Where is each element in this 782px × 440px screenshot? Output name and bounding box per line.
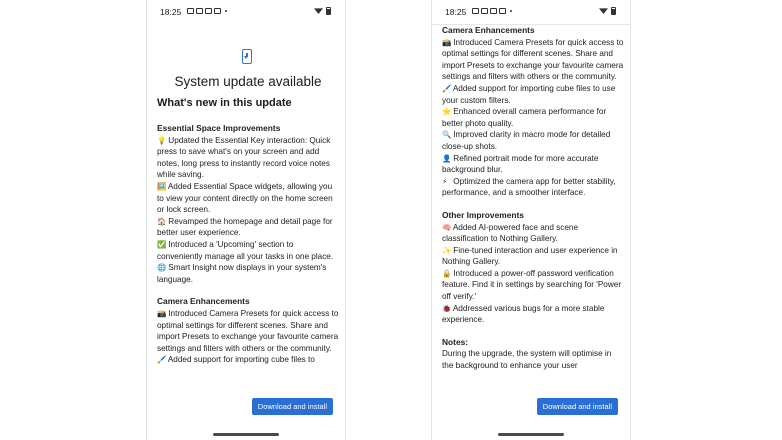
list-item: 🐞 Addressed various bugs for a more stable experience. xyxy=(442,303,605,325)
list-item: ✨ Fine-tuned interaction and user experience in Nothing Gallery. xyxy=(442,245,618,267)
bottom-action-bar xyxy=(147,392,345,440)
more-notifications-dot-icon xyxy=(510,10,512,12)
notes-heading: Notes: xyxy=(442,336,469,347)
notification-icons xyxy=(187,6,227,14)
phone-screen-1 xyxy=(147,0,345,440)
gesture-nav-handle[interactable] xyxy=(213,433,279,436)
more-notifications-dot-icon xyxy=(225,10,227,12)
list-item: 🖌️ Added support for importing cube files to use your custom filters. xyxy=(442,83,616,105)
camera-icon: 📸 xyxy=(442,37,452,47)
update-notes-scroll[interactable] xyxy=(157,24,339,392)
list-item: ⭐ Enhanced overall camera performance for better photo quality. xyxy=(442,107,607,128)
sparkles-icon: ✨ xyxy=(442,245,452,255)
camera-icon: 📸 xyxy=(157,308,167,318)
section-heading: Other Improvements xyxy=(442,209,524,220)
globe-icon: 🌐 xyxy=(157,263,167,273)
notification-icon xyxy=(214,8,221,14)
system-icons xyxy=(599,7,616,15)
download-and-install-button[interactable]: Download and install xyxy=(537,398,618,415)
battery-icon xyxy=(326,7,331,15)
paintbrush-icon: 🖌️ xyxy=(157,355,167,365)
list-item: ✅ Introduced a 'Upcoming' section to conveniently manage all your tasks in one place. xyxy=(157,239,334,261)
status-bar xyxy=(147,0,345,24)
notification-icons xyxy=(472,6,512,14)
list-item: 🔍 Improved clarity in macro mode for detailed close-up shots. xyxy=(442,130,611,151)
lock-icon: 🔒 xyxy=(442,268,452,278)
bottom-action-bar xyxy=(432,392,630,440)
wifi-icon xyxy=(599,7,608,14)
battery-icon xyxy=(611,7,616,15)
brain-icon: 🧠 xyxy=(442,222,452,232)
phone-border-right xyxy=(345,0,346,440)
house-icon: 🏠 xyxy=(157,216,167,226)
notification-icon xyxy=(499,8,506,14)
bug-icon: 🐞 xyxy=(442,303,452,313)
notification-icon xyxy=(205,8,212,14)
list-item: 💡 Updated the Essential Key interaction: Quick press to save what's on your screen and add notes, long press to instantly record voice notes while saving. xyxy=(157,135,331,180)
notification-icon xyxy=(481,8,488,14)
system-icons xyxy=(314,7,331,15)
list-item: 🧠 Added AI-powered face and scene classification to Nothing Gallery. xyxy=(442,222,579,244)
check-icon: ✅ xyxy=(157,239,167,249)
list-item: 🌐 Smart Insight now displays in your system's language. xyxy=(157,263,327,284)
list-item: 🖼️ Added Essential Space widgets, allowing you to view your content directly on the home screen or lock screen. xyxy=(157,181,333,215)
list-item: 🏠 Revamped the homepage and detail page for better user experience. xyxy=(157,216,333,238)
section-subtitle: What's new in this update xyxy=(157,97,292,109)
person-icon: 👤 xyxy=(442,153,452,163)
notification-icon xyxy=(196,8,203,14)
notification-icon xyxy=(187,8,194,14)
section-heading: Camera Enhancements xyxy=(442,25,535,35)
wifi-icon xyxy=(314,7,323,14)
list-item: 📸 Introduced Camera Presets for quick access to optimal settings for different scenes. Share and import Presets to exchange your favourite camera settings and filters with others or the community. xyxy=(157,308,339,353)
section-heading: Essential Space Improvements xyxy=(157,123,281,133)
lightbulb-icon: 💡 xyxy=(157,135,167,145)
notification-icon xyxy=(490,8,497,14)
list-item: 🖌️ Added support for importing cube files to xyxy=(157,355,315,365)
paintbrush-icon: 🖌️ xyxy=(442,83,452,93)
phone-border-right xyxy=(630,0,631,440)
star-icon: ⭐ xyxy=(442,107,452,117)
phone-screen-2 xyxy=(432,0,630,440)
section-heading: Camera Enhancements xyxy=(157,296,250,307)
list-item: 🔒 Introduced a power-off password verification feature. Find it in settings by searching for 'Power off verify.' xyxy=(442,268,622,302)
update-notes-scroll[interactable] xyxy=(442,25,624,392)
status-bar xyxy=(432,0,630,24)
notification-icon xyxy=(472,8,479,14)
notes-text: During the upgrade, the system will optimise in the background to enhance your user xyxy=(442,349,612,371)
page-title: System update available xyxy=(174,74,322,89)
list-item: 📸 Introduced Camera Presets for quick access to optimal settings for different scenes. Share and import Presets to exchange your favourite camera settings and filters with others or the community. xyxy=(442,37,624,82)
status-time: 18:25 xyxy=(445,7,467,17)
lightning-icon: ⚡ xyxy=(442,176,448,186)
magnifier-icon: 🔍 xyxy=(442,130,452,140)
download-and-install-button[interactable]: Download and install xyxy=(252,398,333,415)
list-item: 👤 Refined portrait mode for more accurate background blur. xyxy=(442,153,599,175)
list-item: ⚡ Optimized the camera app for better stability, performance, and a smoother interface. xyxy=(442,176,616,198)
gesture-nav-handle[interactable] xyxy=(498,433,564,436)
picture-icon: 🖼️ xyxy=(157,181,167,191)
system-update-icon xyxy=(242,49,252,64)
status-time: 18:25 xyxy=(160,7,182,17)
